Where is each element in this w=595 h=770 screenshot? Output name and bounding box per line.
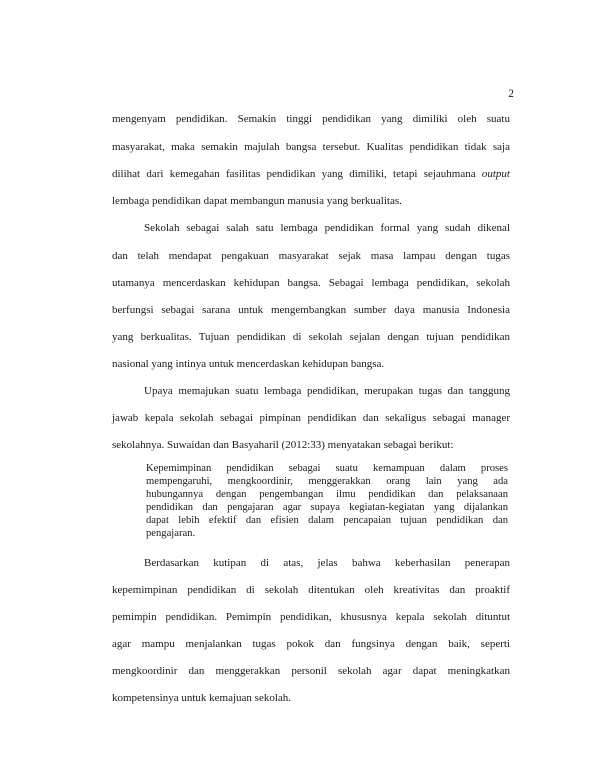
paragraph-4-line-6: kompetensinya untuk kemajuan sekolah. xyxy=(112,692,292,704)
italic-term-output: output xyxy=(481,168,510,180)
page-number: 2 xyxy=(508,88,514,100)
paragraph-2-line-3: utamanya mencerdaskan kehidupan bangsa. Sebagai lembaga pendidikan, sekolah xyxy=(112,277,510,289)
paragraph-4-line-4: agar mampu menjalankan tugas pokok dan fungsinya dengan baik, seperti xyxy=(112,638,510,650)
paragraph-1-line-3: dilihat dari kemegahan fasilitas pendidikan yang dimiliki, tetapi sejauhmana output xyxy=(112,168,510,180)
paragraph-2-line-1: Sekolah sebagai salah satu lembaga pendidikan formal yang sudah dikenal xyxy=(144,222,510,234)
paragraph-3-line-2: jawab kepala sekolah sebagai pimpinan pendidikan dan sekaligus sebagai manager xyxy=(112,412,510,424)
paragraph-4-line-3: pemimpin pendidikan. Pemimpin pendidikan, khususnya kepala sekolah dituntut xyxy=(112,611,510,623)
paragraph-3-line-3: sekolahnya. Suwaidan dan Basyaharil (2012:33) menyatakan sebagai berikut: xyxy=(112,439,454,451)
paragraph-4-line-2: kepemimpinan pendidikan di sekolah ditentukan oleh kreativitas dan proaktif xyxy=(112,584,510,596)
paragraph-2-line-5: yang berkualitas. Tujuan pendidikan di sekolah sejalan dengan tujuan pendidikan xyxy=(112,331,510,343)
paragraph-4-line-5: mengkoordinir dan menggerakkan personil sekolah agar dapat meningkatkan xyxy=(112,665,510,677)
paragraph-1-line-4: lembaga pendidikan dapat membangun manusia yang berkualitas. xyxy=(112,195,402,207)
paragraph-4-line-1: Berdasarkan kutipan di atas, jelas bahwa keberhasilan penerapan xyxy=(144,557,510,569)
quote-line-2: mempengaruhi, mengkoordinir, menggerakkan orang lain yang ada xyxy=(146,476,508,487)
quote-line-3: hubungannya dengan pengembangan ilmu pendidikan dan pelaksanaan xyxy=(146,489,508,500)
quote-line-1: Kepemimpinan pendidikan sebagai suatu kemampuan dalam proses xyxy=(146,463,508,474)
paragraph-2-line-2: dan telah mendapat pengakuan masyarakat sejak masa lampau dengan tugas xyxy=(112,250,510,262)
paragraph-3-line-1: Upaya memajukan suatu lembaga pendidikan, merupakan tugas dan tanggung xyxy=(144,385,510,397)
quote-line-5: dapat lebih efektif dan efisien dalam pencapaian tujuan pendidikan dan xyxy=(146,515,508,526)
paragraph-2-line-4: berfungsi sebagai sarana untuk mengembangkan sumber daya manusia Indonesia xyxy=(112,304,510,316)
quote-line-6: pengajaran. xyxy=(146,528,196,539)
paragraph-1-line-2: masyarakat, maka semakin majulah bangsa tersebut. Kualitas pendidikan tidak saja xyxy=(112,141,510,153)
paragraph-2-line-6: nasional yang intinya untuk mencerdaskan kehidupan bangsa. xyxy=(112,358,385,370)
paragraph-1-line-1: mengenyam pendidikan. Semakin tinggi pendidikan yang dimiliki oleh suatu xyxy=(112,113,510,125)
quote-line-4: pendidikan dan pengajaran agar supaya kegiatan-kegiatan yang dijalankan xyxy=(146,502,508,513)
